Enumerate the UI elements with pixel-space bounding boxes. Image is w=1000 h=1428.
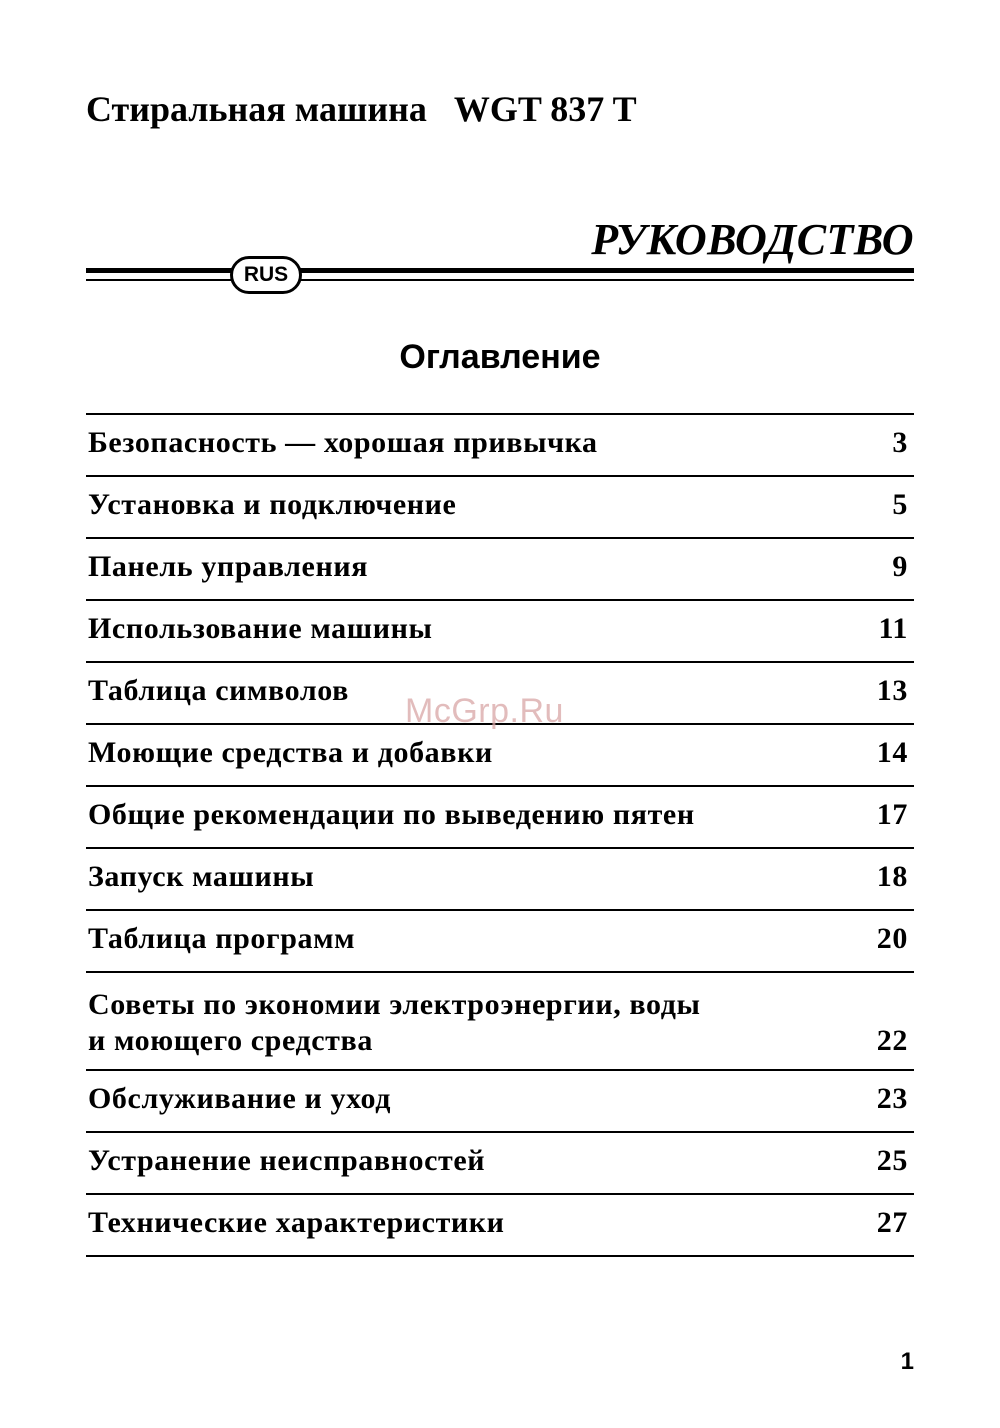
toc-entry[interactable] — [86, 849, 914, 911]
toc-entry-page: 14 — [876, 736, 908, 769]
header-rule-thin — [86, 279, 914, 281]
toc-entry-page: 9 — [892, 550, 908, 583]
toc-entry-title: Установка и подключение — [88, 488, 457, 521]
toc-entry-page: 17 — [876, 798, 908, 831]
toc-entry-title: Устранение неисправностей — [88, 1144, 486, 1177]
toc-entry-title: Моющие средства и добавки — [88, 736, 493, 769]
toc-entry[interactable] — [86, 1133, 914, 1195]
toc-entry[interactable] — [86, 911, 914, 973]
toc-entry-page: 25 — [876, 1144, 908, 1177]
language-badge: RUS — [230, 256, 302, 294]
toc-entry-page: 22 — [876, 1024, 908, 1057]
toc-entry-page: 5 — [892, 488, 908, 521]
document-title: Стиральная машина WGT 837 T — [86, 89, 637, 129]
toc-entry[interactable] — [86, 477, 914, 539]
toc-entry-page: 3 — [892, 426, 908, 459]
toc-entry[interactable] — [86, 601, 914, 663]
toc-heading: Оглавление — [399, 338, 601, 376]
toc-entry-title: Таблица символов — [88, 674, 349, 707]
header-rule-thick — [86, 268, 914, 273]
toc-entry-page: 18 — [876, 860, 908, 893]
table-of-contents — [86, 413, 914, 1257]
toc-entry-title: Советы по экономии электроэнергии, воды и моющего средства — [88, 988, 701, 1057]
toc-entry-title: Общие рекомендации по выведению пятен — [88, 798, 695, 831]
toc-entry-page: 20 — [876, 922, 908, 955]
toc-entry[interactable] — [86, 787, 914, 849]
toc-entry-title: Обслуживание и уход — [88, 1082, 392, 1115]
toc-entry-page: 11 — [878, 612, 908, 645]
toc-entry-title: Безопасность — хорошая привычка — [88, 426, 598, 459]
toc-entry-title: Использование машины — [88, 612, 433, 645]
toc-entry-title: Технические характеристики — [88, 1206, 505, 1239]
toc-entry[interactable] — [86, 973, 914, 1071]
toc-entry-title: Таблица программ — [88, 922, 356, 955]
toc-entry[interactable] — [86, 539, 914, 601]
toc-entry-page: 23 — [876, 1082, 908, 1115]
page-number: 1 — [900, 1348, 914, 1375]
toc-entry-title: Запуск машины — [88, 860, 315, 893]
toc-entry-title: Панель управления — [88, 550, 369, 583]
toc-entry[interactable] — [86, 1071, 914, 1133]
toc-entry[interactable] — [86, 725, 914, 787]
toc-entry[interactable] — [86, 415, 914, 477]
toc-entry-page: 13 — [876, 674, 908, 707]
toc-entry[interactable] — [86, 1195, 914, 1257]
manual-heading: РУКОВОДСТВО — [591, 215, 914, 264]
watermark: McGrp.Ru — [405, 692, 564, 730]
toc-entry-page: 27 — [876, 1206, 908, 1239]
